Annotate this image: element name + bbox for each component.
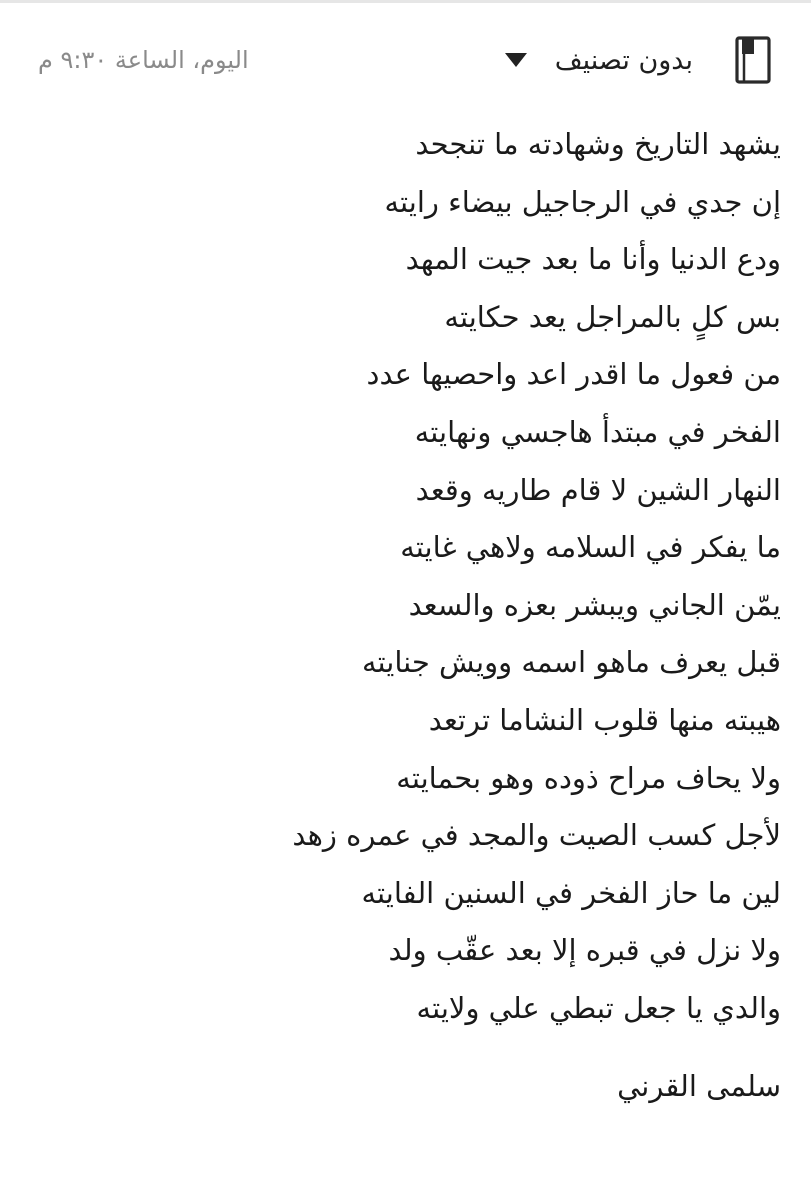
note-body[interactable] (21, 116, 781, 1038)
poem-line: يشهد التاريخ وشهادته ما تنجحد (415, 127, 781, 161)
notebook-icon[interactable] (735, 36, 771, 84)
note-signature: سلمى القرني (617, 1069, 781, 1103)
top-divider (0, 0, 811, 3)
poem-line: لين ما حاز الفخر في السنين الفايته (361, 875, 781, 910)
poem-line: من فعول ما اقدر اعد واحصيها عدد (366, 357, 781, 392)
poem-line: ولا يحاف مراح ذوده وهو بحمايته (396, 760, 781, 795)
category-dropdown[interactable] (505, 28, 693, 92)
poem-line: إن جدي في الرجاجيل بيضاء رايته (384, 184, 781, 219)
poem-line: والدي يا جعل تبطي علي ولايته (416, 990, 781, 1025)
poem-line: يمّن الجاني ويبشر بعزه والسعد (408, 587, 781, 622)
poem-line: ما يفكر في السلامه ولاهي غايته (400, 530, 781, 565)
category-label: بدون تصنيف (554, 44, 693, 76)
poem-line: الفخر في مبتدأ هاجسي ونهايته (414, 414, 781, 449)
triangle-down-icon (505, 53, 527, 67)
poem-line: النهار الشين لا قام طاريه وقعد (415, 472, 781, 507)
poem-line: ولا نزل في قبره إلا بعد عقّب ولد (388, 933, 781, 968)
poem-line: بس كلٍ بالمراجل يعد حكايته (444, 299, 781, 334)
poem-line: لأجل كسب الصيت والمجد في عمره زهد (292, 818, 781, 853)
poem-line: قبل يعرف ماهو اسمه وويش جنايته (361, 645, 781, 680)
note-timestamp: اليوم، الساعة ٩:٣٠ م (38, 46, 249, 74)
note-header (0, 28, 811, 92)
poem-line: ودع الدنيا وأنا ما بعد جيت المهد (405, 242, 781, 277)
poem-line: هيبته منها قلوب النشاما ترتعد (428, 702, 781, 737)
